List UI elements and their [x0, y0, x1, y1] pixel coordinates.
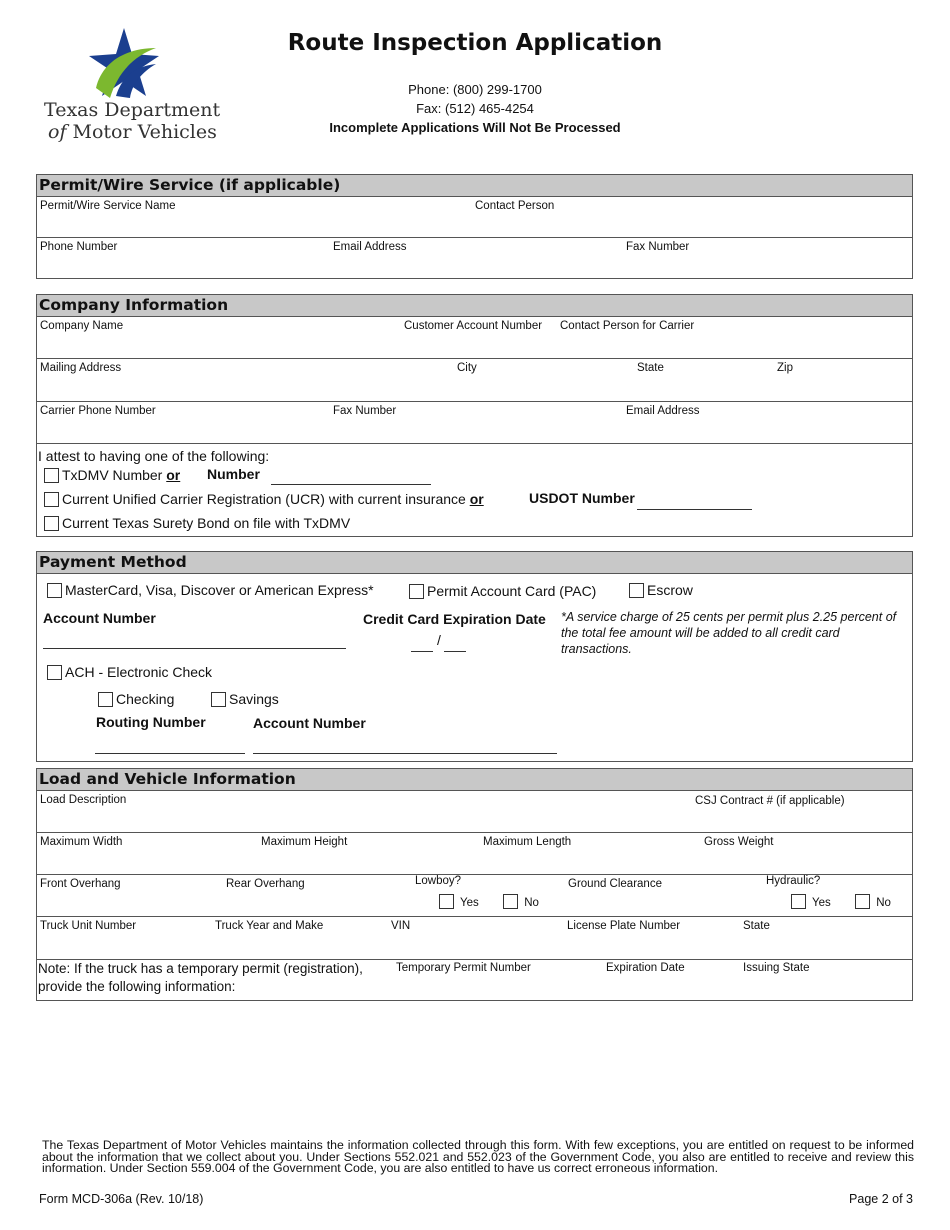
escrow-option[interactable]: Escrow: [629, 582, 693, 598]
permit-contact-person-field[interactable]: Contact Person: [475, 200, 555, 212]
company-email-field[interactable]: Email Address: [626, 405, 700, 417]
load-vehicle-heading: Load and Vehicle Information: [37, 769, 912, 791]
expiration-date-field[interactable]: Expiration Date: [606, 962, 685, 974]
savings-option[interactable]: Savings: [211, 691, 279, 707]
customer-account-field[interactable]: Customer Account Number: [404, 320, 543, 332]
ucr-checkbox[interactable]: [44, 492, 59, 507]
surety-bond-option[interactable]: Current Texas Surety Bond on file with TxDMV: [44, 515, 350, 531]
surety-checkbox[interactable]: [44, 516, 59, 531]
phone-line: Phone: (800) 299-1700: [408, 82, 542, 97]
routing-number-line[interactable]: [95, 753, 245, 754]
company-section: [36, 294, 913, 537]
permit-wire-heading: Permit/Wire Service (if applicable): [37, 175, 912, 197]
exp-slash: /: [437, 632, 441, 648]
lowboy-no-checkbox[interactable]: [503, 894, 518, 909]
mailing-address-field[interactable]: Mailing Address: [40, 362, 122, 374]
lowboy-no-option[interactable]: No: [503, 894, 539, 909]
vin-field[interactable]: VIN: [391, 920, 411, 932]
form-id: Form MCD-306a (Rev. 10/18): [39, 1192, 204, 1206]
credit-card-checkbox[interactable]: [47, 583, 62, 598]
permit-email-field[interactable]: Email Address: [333, 241, 407, 253]
logo-text-line1: Texas Department: [44, 99, 221, 121]
contact-carrier-field[interactable]: Contact Person for Carrier: [560, 320, 695, 332]
fax-line: Fax: (512) 465-4254: [416, 101, 534, 116]
usdot-number-label: USDOT Number: [529, 490, 635, 506]
hydraulic-no-checkbox[interactable]: [855, 894, 870, 909]
routing-number-label: Routing Number: [96, 714, 206, 730]
lowboy-yes-checkbox[interactable]: [439, 894, 454, 909]
txdmv-number-label: Number: [207, 466, 260, 482]
page-number: Page 2 of 3: [849, 1192, 913, 1206]
vehicle-state-field[interactable]: State: [743, 920, 770, 932]
checking-option[interactable]: Checking: [98, 691, 174, 707]
card-account-number-line[interactable]: [43, 648, 346, 649]
company-heading: Company Information: [37, 295, 912, 317]
txdmv-checkbox[interactable]: [44, 468, 59, 483]
ucr-option[interactable]: Current Unified Carrier Registration (UCR) with current insurance or: [44, 491, 484, 507]
hydraulic-label: Hydraulic?: [766, 875, 821, 887]
logo-text-line2: of Motor Vehicles: [48, 121, 217, 143]
rear-overhang-field[interactable]: Rear Overhang: [226, 878, 305, 890]
checking-checkbox[interactable]: [98, 692, 113, 707]
ground-clearance-field[interactable]: Ground Clearance: [568, 878, 662, 890]
max-width-field[interactable]: Maximum Width: [40, 836, 123, 848]
permit-wire-section: [36, 174, 913, 279]
permit-phone-field[interactable]: Phone Number: [40, 241, 118, 253]
gross-weight-field[interactable]: Gross Weight: [704, 836, 774, 848]
lowboy-yes-option[interactable]: Yes: [439, 894, 479, 909]
max-length-field[interactable]: Maximum Length: [483, 836, 572, 848]
page-title: Route Inspection Application: [287, 30, 663, 56]
usdot-number-line[interactable]: [637, 509, 752, 510]
payment-heading: Payment Method: [37, 552, 912, 574]
escrow-checkbox[interactable]: [629, 583, 644, 598]
hydraulic-yes-checkbox[interactable]: [791, 894, 806, 909]
hydraulic-no-option[interactable]: No: [855, 894, 891, 909]
hydraulic-yes-option[interactable]: Yes: [791, 894, 831, 909]
ach-account-number-label: Account Number: [253, 715, 366, 731]
company-name-field[interactable]: Company Name: [40, 320, 124, 332]
truck-year-make-field[interactable]: Truck Year and Make: [215, 920, 324, 932]
zip-field[interactable]: Zip: [777, 362, 793, 374]
state-field[interactable]: State: [637, 362, 664, 374]
ach-option[interactable]: ACH - Electronic Check: [47, 664, 212, 680]
exp-year-line[interactable]: [444, 651, 466, 652]
load-description-field[interactable]: Load Description: [40, 794, 127, 806]
city-field[interactable]: City: [457, 362, 477, 374]
txdmv-number-option[interactable]: TxDMV Number or: [44, 467, 180, 483]
ach-account-number-line[interactable]: [253, 753, 557, 754]
lowboy-label: Lowboy?: [415, 875, 462, 887]
privacy-notice: The Texas Department of Motor Vehicles maintains the information collected through this form. With few exceptions, you are entitled on request to be informed about the information that we collect about you. Under Sections 552.021 and 552.023 of the Government Code, you also are entitled to receive and review this information. Under Section 559.004 of the Government Code, you are also entitled to have us correct erroneous information.: [42, 1138, 914, 1175]
temp-permit-number-field[interactable]: Temporary Permit Number: [396, 962, 531, 974]
permit-fax-field[interactable]: Fax Number: [626, 241, 690, 253]
permit-service-name-field[interactable]: Permit/Wire Service Name: [40, 200, 176, 212]
max-height-field[interactable]: Maximum Height: [261, 836, 348, 848]
exp-month-line[interactable]: [411, 651, 433, 652]
temp-permit-note: Note: If the truck has a temporary permit (registration), provide the following information:: [38, 961, 363, 994]
payment-section: [36, 551, 913, 762]
ach-checkbox[interactable]: [47, 665, 62, 680]
txdmv-number-line[interactable]: [271, 484, 431, 485]
credit-card-option[interactable]: MasterCard, Visa, Discover or American Express*: [47, 582, 374, 598]
company-fax-field[interactable]: Fax Number: [333, 405, 397, 417]
truck-unit-field[interactable]: Truck Unit Number: [40, 920, 137, 932]
service-charge-note: *A service charge of 25 cents per permit plus 2.25 percent of the total fee amount will be added to all credit card transactions.: [561, 610, 897, 656]
account-number-label: Account Number: [43, 610, 156, 626]
carrier-phone-field[interactable]: Carrier Phone Number: [40, 405, 156, 417]
pac-checkbox[interactable]: [409, 584, 424, 599]
incomplete-warning: Incomplete Applications Will Not Be Processed: [329, 120, 621, 135]
expiration-label: Credit Card Expiration Date: [363, 611, 546, 627]
issuing-state-field[interactable]: Issuing State: [743, 962, 810, 974]
attest-text: I attest to having one of the following:: [38, 448, 270, 464]
savings-checkbox[interactable]: [211, 692, 226, 707]
front-overhang-field[interactable]: Front Overhang: [40, 878, 121, 890]
load-vehicle-section: [36, 768, 913, 1001]
license-plate-field[interactable]: License Plate Number: [567, 920, 681, 932]
pac-option[interactable]: Permit Account Card (PAC): [409, 583, 596, 599]
csj-contract-field[interactable]: CSJ Contract # (if applicable): [695, 795, 845, 807]
